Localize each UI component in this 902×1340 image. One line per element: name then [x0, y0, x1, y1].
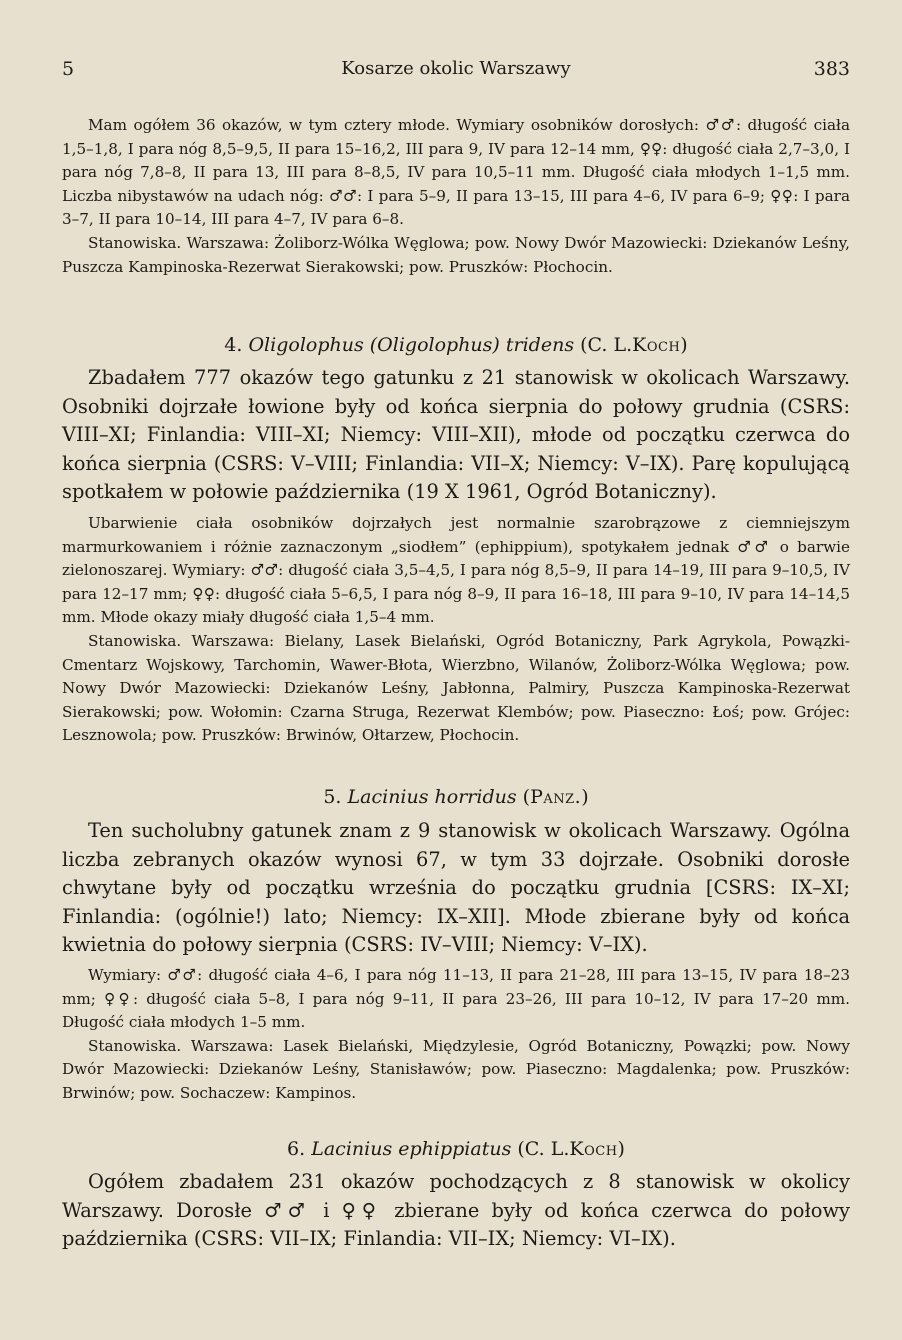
author-close: ) [617, 1138, 625, 1160]
author-name: Koch [632, 334, 681, 356]
author-close: ) [680, 334, 688, 356]
species-heading-4 [62, 334, 850, 356]
measurements-paragraph: Wymiary: ♂♂: długość ciała 4–6, I para nóg 11–13, II para 21–28, III para 13–15, IV para 18–23 mm; ♀♀: długość ciała 5–8, I para nóg 9–11, II para 23–26, III para 10–12, IV para 17–20 mm. Długość ciała młodych 1–5 mm. [62, 966, 850, 1032]
section5-small [62, 964, 850, 1106]
section6-main [62, 1168, 850, 1254]
localities-paragraph: Stanowiska. Warszawa: Żoliborz-Wólka Węglowa; pow. Nowy Dwór Mazowiecki: Dziekanów Leśny, Puszcza Kampinoska-Rezerwat Sierakowski; pow. Pruszków: Płochocin. [62, 233, 850, 276]
species-name: horridus [434, 786, 517, 808]
section4-small [62, 512, 850, 748]
author-name: Koch [569, 1138, 618, 1160]
main-paragraph: Ten sucholubny gatunek znam z 9 stanowisk w okolicach Warszawy. Ogólna liczba zebranych okazów wynosi 67, w tym 33 dojrzałe. Osobniki dorosłe chwytane były od początku września do początku grudnia [CSRS: IX–XI; Finlandia: (ogólnie!) lato; Niemcy: IX–XII]. Młode zbierane były od końca kwietnia do połowy sierpnia (CSRS: IV–VIII; Niemcy: V–IX). [62, 819, 850, 957]
intro-block [62, 114, 850, 279]
coloration-paragraph: Ubarwienie ciała osobników dojrzałych jest normalnie szarobrązowe z ciemniejszym marmurkowaniem i różnie zaznaczonym „siodłem” (ephippium), spotykałem jednak ♂♂ o barwie zielonoszarej. Wymiary: ♂♂: długość ciała 3,5–4,5, I para nóg 8,5–9, II para 14–19, III para 9–10,5, IV para 12–17 mm; ♀♀: długość ciała 5–6,5, I para nóg 8–9, II para 16–18, III para 9–10, IV para 14–14,5 mm. Młode okazy miały długość ciała 1,5–4 mm. [62, 514, 850, 627]
running-header [62, 58, 850, 84]
genus-name: Lacinius [347, 786, 429, 808]
species-heading-6 [62, 1138, 850, 1160]
section4-main [62, 364, 850, 507]
species-name: tridens [505, 334, 575, 356]
heading-number: 6. [287, 1138, 306, 1160]
main-paragraph: Zbadałem 777 okazów tego gatunku z 21 stanowisk w okolicach Warszawy. Osobniki dojrzałe łowione były od końca sierpnia do połowy grudnia (CSRS: VIII–XI; Finlandia: VIII–XI; Niemcy: VIII–XII), młode od początku czerwca do końca sierpnia (CSRS: V–VIII; Finlandia: VII–X; Niemcy: V–IX). Parę kopulującą spotkałem w połowie października (19 X 1961, Ogród Botaniczny). [62, 366, 850, 504]
author-close: ) [581, 786, 589, 808]
genus-name: Lacinius [311, 1138, 393, 1160]
species-heading-5 [62, 786, 850, 808]
running-title: Kosarze okolic Warszawy [341, 58, 571, 79]
heading-number: 5. [323, 786, 342, 808]
page-number: 383 [813, 58, 850, 80]
author-open: (C. L. [580, 334, 633, 356]
author-name: Panz. [530, 786, 582, 808]
measurements-paragraph: Mam ogółem 36 okazów, w tym cztery młode. Wymiary osobników dorosłych: ♂♂: długość ciała 1,5–1,8, I para nóg 8,5–9,5, II para 15–16,2, III para 9, IV para 12–14 mm, ♀♀: długość ciała 2,7–3,0, I para nóg 7,8–8, II para 13, III para 8–8,5, IV para 10,5–11 mm. Długość ciała młodych 1–1,5 mm. Liczba nibystawów na udach nóg: ♂♂: I para 5–9, II para 13–15, III para 4–6, IV para 6–9; ♀♀: I para 3–7, II para 10–14, III para 4–7, IV para 6–8. [62, 116, 850, 229]
main-paragraph: Ogółem zbadałem 231 okazów pochodzących z 8 stanowisk w okolicy Warszawy. Dorosłe ♂♂ i ♀♀ zbierane były od końca czerwca do połowy października (CSRS: VII–IX; Finlandia: VII–IX; Niemcy: VI–IX). [62, 1170, 850, 1251]
author-open: ( [522, 786, 531, 808]
section-number: 5 [62, 58, 75, 80]
localities-paragraph: Stanowiska. Warszawa: Lasek Bielański, Międzylesie, Ogród Botaniczny, Powązki; pow. Nowy Dwór Mazowiecki: Dziekanów Leśny, Stanisławów; pow. Piaseczno: Magdalenka; pow. Pruszków: Brwinów; pow. Sochaczew: Kampinos. [62, 1036, 850, 1102]
subgenus-name: (Oligolophus) [369, 334, 500, 356]
section5-main [62, 817, 850, 960]
localities-paragraph: Stanowiska. Warszawa: Bielany, Lasek Bielański, Ogród Botaniczny, Park Agrykola, Powązki-Cmentarz Wojskowy, Tarchomin, Wawer-Błota, Wierzbno, Wilanów, Żoliborz-Wólka Węglowa; pow. Nowy Dwór Mazowiecki: Dziekanów Leśny, Jabłonna, Palmiry, Puszcza Kampinoska-Rezerwat Sierakowski; pow. Wołomin: Czarna Struga, Rezerwat Klembów; pow. Piaseczno: Łoś; pow. Grójec: Lesznowola; pow. Pruszków: Brwinów, Ołtarzew, Płochocin. [62, 631, 850, 745]
genus-name: Oligolophus [248, 334, 364, 356]
heading-number: 4. [224, 334, 243, 356]
species-name: ephippiatus [398, 1138, 512, 1160]
author-open: (C. L. [517, 1138, 570, 1160]
